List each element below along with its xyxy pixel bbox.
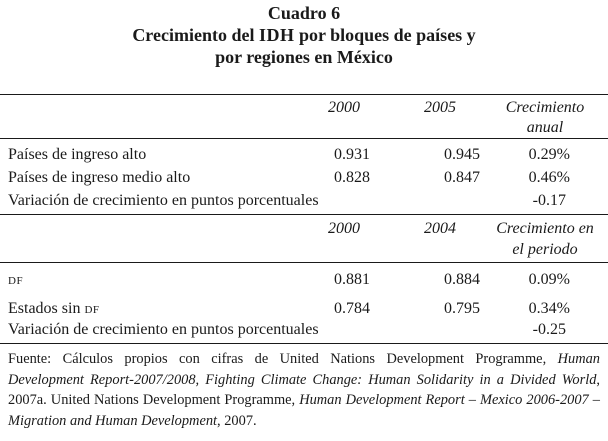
row-value-2000: 0.784 <box>334 300 370 317</box>
row-value-2005: 0.945 <box>444 146 480 163</box>
header-year-2004: 2004 <box>424 220 456 237</box>
row-value-2005: 0.847 <box>444 169 480 186</box>
table-number: Cuadro 6 <box>267 3 341 23</box>
variation-value: -0.17 <box>532 192 566 209</box>
row-label: Países de ingreso alto <box>8 146 147 163</box>
header-growth-annual-line1: Crecimiento <box>505 99 585 116</box>
row-value-2000: 0.881 <box>334 271 370 288</box>
row-growth: 0.09% <box>528 271 570 288</box>
df-abbreviation: df <box>84 300 100 317</box>
row-value-2004: 0.884 <box>444 271 480 288</box>
variation-label: Variación de crecimiento en puntos porcentuales <box>8 321 319 338</box>
row-label <box>8 270 23 290</box>
row-label: Estados sin df <box>8 300 100 317</box>
source-footnote: Fuente: Cálculos propios con cifras de United Nations Development Programme, Human Development Report-2007/2008, Fighting Climate Change: Human Solidarity in a Divided World, 2007a. United Nations Development Programme, Human Development Report – Mexico 2006-2007 – Migration and Human Development, 2007. <box>8 351 600 429</box>
header-growth-period-line2: el periodo <box>512 241 578 258</box>
bottom-rule <box>0 343 608 344</box>
header-rule-2 <box>0 262 608 263</box>
row-value-2000: 0.828 <box>334 169 370 186</box>
row-growth: 0.46% <box>528 169 570 186</box>
header-year-2000: 2000 <box>328 99 360 116</box>
idh-abbreviation: IDH <box>258 25 295 45</box>
table-title-line1: Crecimiento del IDH por bloques de países y <box>132 25 476 45</box>
table-title-line2: por regiones en México <box>215 47 393 67</box>
header-year-2005: 2005 <box>424 99 456 116</box>
header-growth-period-line1: Crecimiento en <box>496 220 594 237</box>
header-year-2000: 2000 <box>328 220 360 237</box>
variation-value: -0.25 <box>532 321 566 338</box>
row-label: Países de ingreso medio alto <box>8 169 191 186</box>
row-growth: 0.34% <box>528 300 570 317</box>
top-rule <box>0 94 608 95</box>
header-growth-annual-line2: anual <box>526 119 564 136</box>
variation-label: Variación de crecimiento en puntos porcentuales <box>8 192 319 209</box>
header-rule-1 <box>0 138 608 139</box>
row-growth: 0.29% <box>528 146 570 163</box>
section-rule <box>0 214 608 215</box>
row-value-2000: 0.931 <box>334 146 370 163</box>
row-value-2004: 0.795 <box>444 300 480 317</box>
df-abbreviation: df <box>8 271 24 288</box>
